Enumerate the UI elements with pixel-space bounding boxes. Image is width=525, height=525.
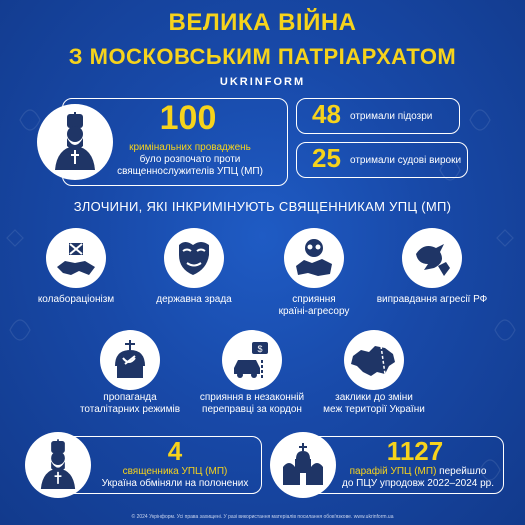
priest-avatar-bottom	[25, 432, 91, 498]
crime-label-border-1: заклики до зміни	[335, 392, 413, 403]
crime-label-aiding-1: сприяння	[292, 294, 336, 305]
church-hammer-sickle-icon	[109, 338, 151, 382]
proceedings-number: 100	[159, 99, 217, 137]
dove-bomb-icon	[410, 236, 454, 280]
proceedings-label-2: було розпочато проти	[139, 154, 241, 165]
verdicts-label: отримали судові вироки	[350, 155, 462, 166]
title-line-1: ВЕЛИКА ВІЙНА	[168, 9, 357, 36]
exchanged-label-2: Україна обміняли на полонених	[101, 478, 249, 489]
parishes-label-1	[336, 466, 500, 478]
proceedings-label-3: священнослужителів УПЦ (МП)	[117, 166, 263, 177]
crime-label-justifying: виправдання агресії РФ	[376, 294, 488, 305]
suspicions-number: 48	[312, 99, 341, 129]
church-icon	[278, 443, 328, 487]
exchanged-number: 4	[167, 436, 183, 466]
parishes-label-rest: перейшло	[436, 466, 487, 477]
footer-copyright: © 2024 Укрінформ. Усі права захищені. У разі використання матеріалів посилання обов'язкове. www.ukrinform.ua	[131, 514, 394, 520]
ukraine-map-icon	[351, 340, 397, 380]
exchanged-label-1: священника УПЦ (МП)	[122, 466, 228, 477]
crime-propaganda	[100, 330, 160, 390]
crime-collaboration	[46, 228, 106, 288]
svg-text:$: $	[257, 344, 263, 354]
parishes-label-highlight: парафій УПЦ (МП)	[349, 466, 437, 477]
crime-label-border-2: меж території України	[323, 404, 425, 415]
skull-map-icon	[292, 236, 336, 280]
suspicions-label: отримали підозри	[350, 111, 433, 122]
parishes-label-2: до ПЦУ упродовж 2022–2024 рр.	[341, 478, 494, 489]
crime-label-collaboration: колабораціонізм	[37, 294, 115, 305]
car-money-icon	[230, 338, 274, 382]
mask-icon	[173, 237, 215, 279]
crime-label-propaganda-2: тоталітарних режимів	[79, 404, 181, 415]
crime-label-treason: державна зрада	[156, 294, 232, 305]
parishes-number: 1127	[386, 436, 444, 466]
crime-label-crossing-2: переправці за кордон	[202, 404, 302, 415]
handshake-icon	[55, 237, 97, 279]
proceedings-label-1: кримінальних проваджень	[129, 142, 251, 153]
crime-illegal-crossing	[222, 330, 282, 390]
crime-label-aiding-2: країні-агресору	[278, 306, 350, 317]
verdicts-number: 25	[312, 143, 341, 173]
crime-treason	[164, 228, 224, 288]
priest-icon	[47, 112, 103, 172]
crime-label-propaganda-1: пропаганда	[103, 392, 157, 403]
priest-icon	[34, 439, 82, 491]
crimes-heading: ЗЛОЧИНИ, ЯКІ ІНКРИМІНУЮТЬ СВЯЩЕННИКАМ УПЦ (МП)	[73, 199, 452, 214]
crime-aiding-aggressor	[284, 228, 344, 288]
crime-justifying-aggression	[402, 228, 462, 288]
brand-logo: UKRINFORM	[219, 76, 306, 88]
priest-avatar-top	[37, 104, 113, 180]
crime-border-change	[344, 330, 404, 390]
church-avatar	[270, 432, 336, 498]
title-line-2: З МОСКОВСЬКИМ ПАТРІАРХАТОМ	[68, 44, 457, 69]
crime-label-crossing-1: сприяння в незаконній	[199, 392, 305, 403]
